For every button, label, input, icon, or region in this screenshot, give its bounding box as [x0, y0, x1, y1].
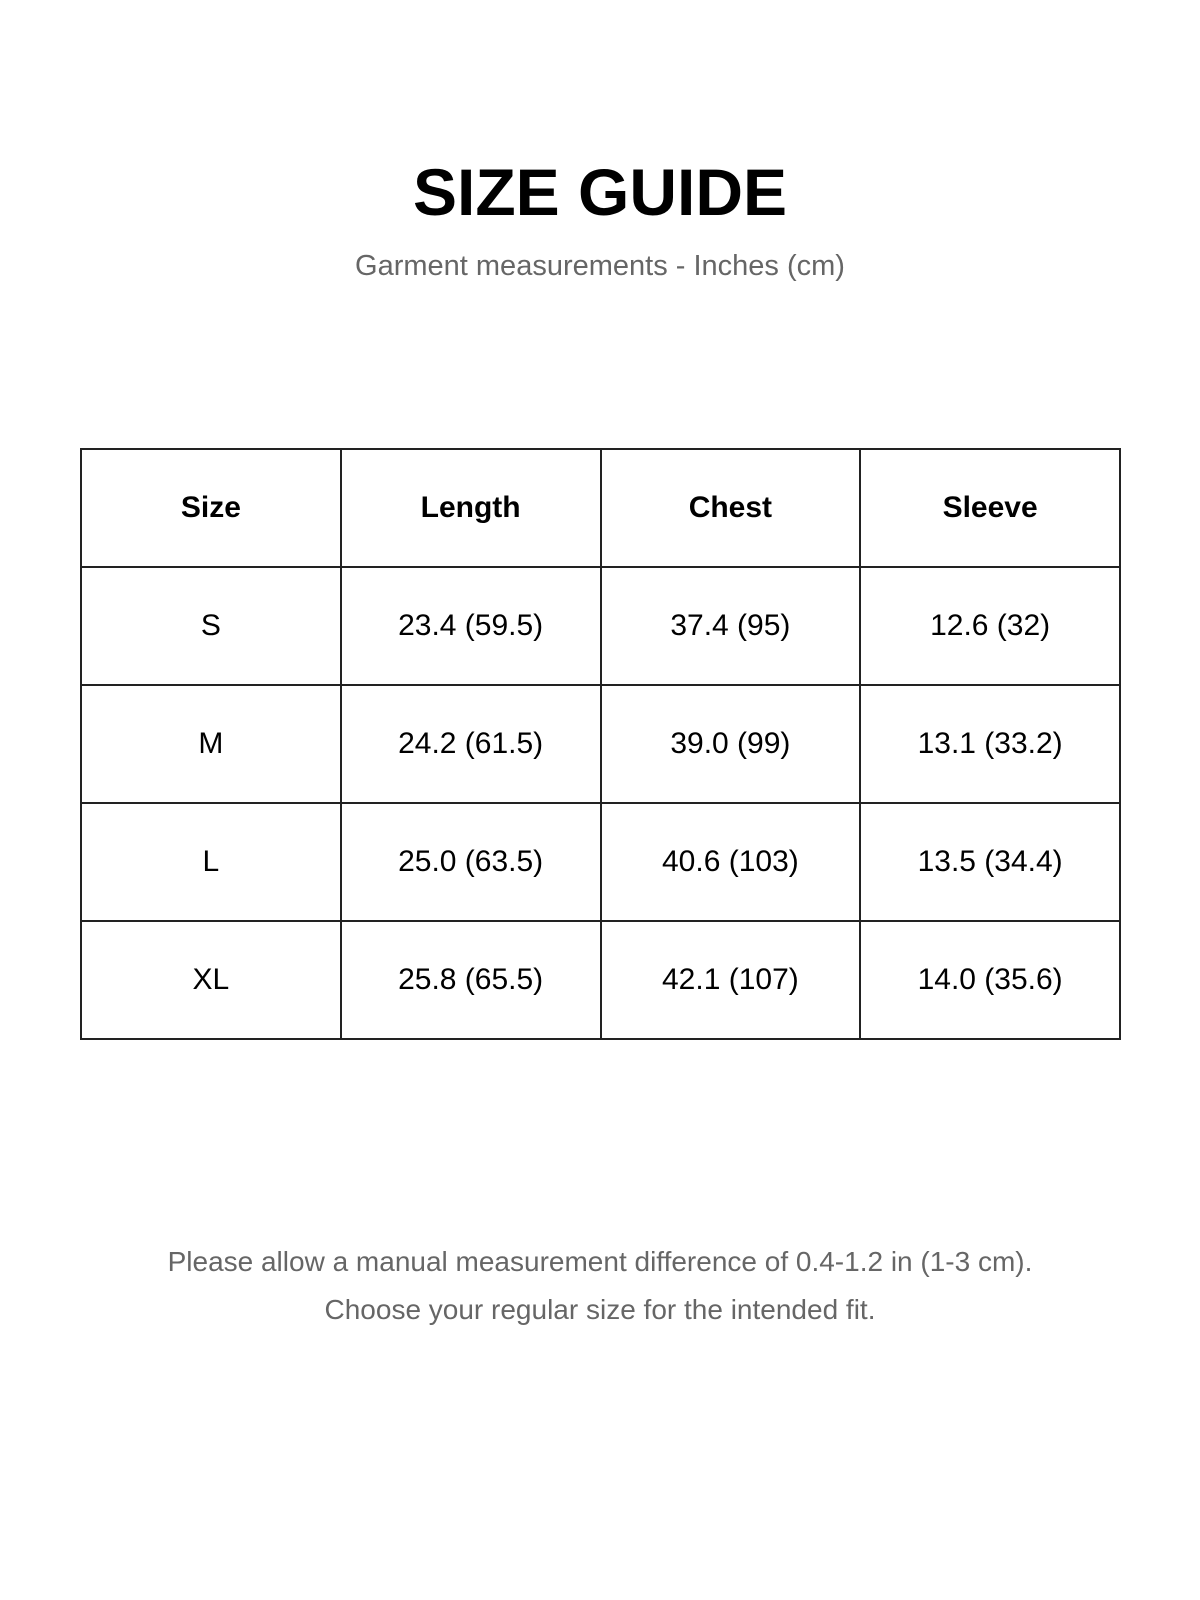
cell-chest: 37.4 (95): [601, 567, 861, 685]
cell-length: 23.4 (59.5): [341, 567, 601, 685]
cell-sleeve: 12.6 (32): [860, 567, 1120, 685]
cell-sleeve: 13.5 (34.4): [860, 803, 1120, 921]
cell-chest: 42.1 (107): [601, 921, 861, 1039]
page-subtitle: Garment measurements - Inches (cm): [355, 250, 845, 282]
measurement-note: Please allow a manual measurement difference of 0.4-1.2 in (1-3 cm).: [167, 1246, 1033, 1277]
page-title: SIZE GUIDE: [412, 155, 788, 229]
header-sleeve: Sleeve: [860, 449, 1120, 567]
table-header-row: [81, 449, 1120, 567]
cell-size: XL: [81, 921, 341, 1039]
table-row: [81, 685, 1120, 803]
table-row: [81, 567, 1120, 685]
table-row: [81, 921, 1120, 1039]
cell-sleeve: 13.1 (33.2): [860, 685, 1120, 803]
table-row: [81, 803, 1120, 921]
size-table: [80, 448, 1121, 1040]
header-chest: Chest: [601, 449, 861, 567]
cell-size: M: [81, 685, 341, 803]
cell-chest: 40.6 (103): [601, 803, 861, 921]
cell-length: 25.8 (65.5): [341, 921, 601, 1039]
header-size: Size: [81, 449, 341, 567]
fit-note: Choose your regular size for the intended fit.: [324, 1294, 876, 1325]
cell-size: L: [81, 803, 341, 921]
header-length: Length: [341, 449, 601, 567]
cell-sleeve: 14.0 (35.6): [860, 921, 1120, 1039]
cell-chest: 39.0 (99): [601, 685, 861, 803]
cell-size: S: [81, 567, 341, 685]
cell-length: 25.0 (63.5): [341, 803, 601, 921]
cell-length: 24.2 (61.5): [341, 685, 601, 803]
